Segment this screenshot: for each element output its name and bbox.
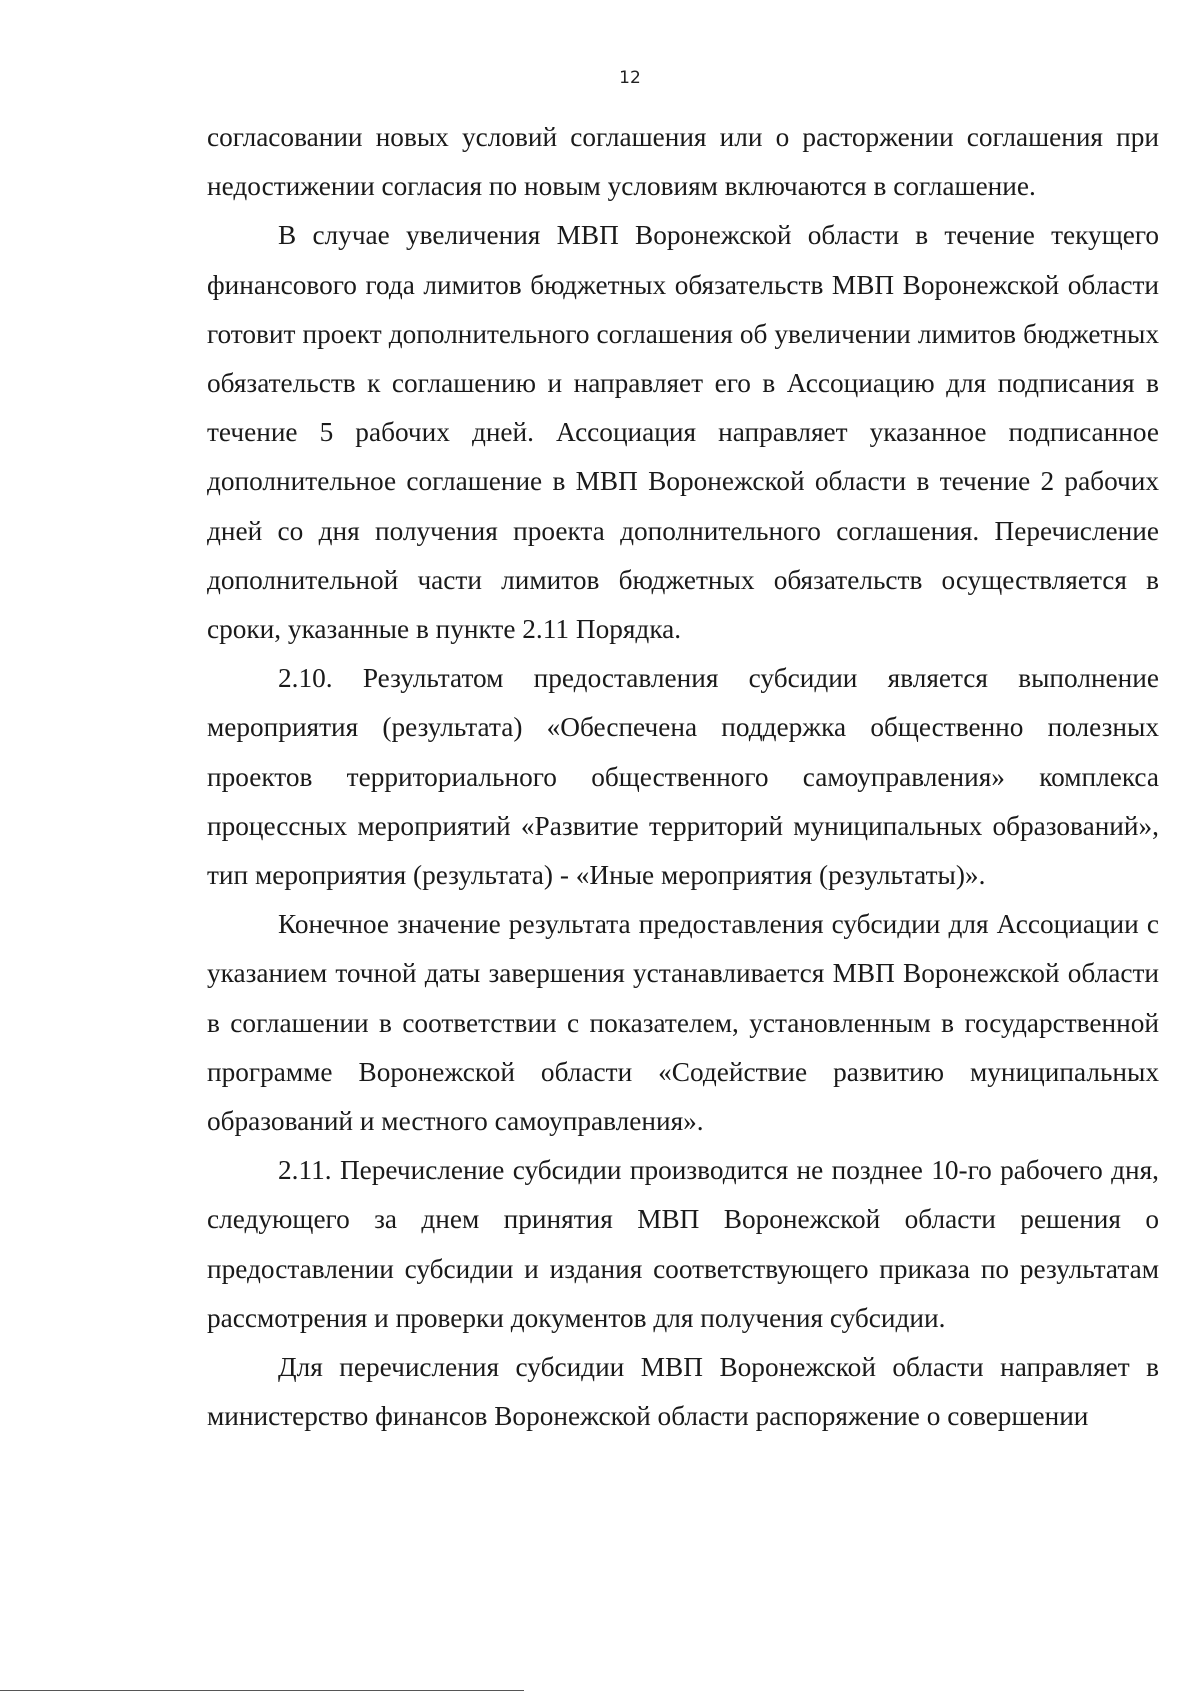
page-number: 12	[619, 68, 641, 88]
paragraph-5: 2.11. Перечисление субсидии производится не позднее 10-го рабочего дня, следующего за днем принятия МВП Воронежской области решения о предоставлении субсидии и издания соответствующего приказа по результатам рассмотрения и проверки документов для получения субсидии.	[207, 1155, 1159, 1333]
paragraph-3: 2.10. Результатом предоставления субсидии является выполнение мероприятия (результата) «Обеспечена поддержка общественно полезных проектов территориального общественного самоуправления» комплекса процессных мероприятий «Развитие территорий муниципальных образований», тип мероприятия (результата) - «Иные мероприятия (результаты)».	[207, 663, 1159, 891]
document-body	[207, 113, 1159, 1441]
paragraph-2: В случае увеличения МВП Воронежской области в течение текущего финансового года лимитов бюджетных обязательств МВП Воронежской области готовит проект дополнительного соглашения об увеличении лимитов бюджетных обязательств к соглашению и направляет его в Ассоциацию для подписания в течение 5 рабочих дней. Ассоциация направляет указанное подписанное дополнительное соглашение в МВП Воронежской области в течение 2 рабочих дней со дня получения проекта дополнительного соглашения. Перечисление дополнительной части лимитов бюджетных обязательств осуществляется в сроки, указанные в пункте 2.11 Порядка.	[207, 220, 1159, 645]
bottom-divider	[0, 1690, 524, 1691]
paragraph-4: Конечное значение результата предоставления субсидии для Ассоциации с указанием точной даты завершения устанавливается МВП Воронежской области в соглашении в соответствии с показателем, установленным в государственной программе Воронежской области «Содействие развитию муниципальных образований и местного самоуправления».	[207, 909, 1159, 1137]
paragraph-1: согласовании новых условий соглашения или о расторжении соглашения при недостижении согласия по новым условиям включаются в соглашение.	[207, 122, 1159, 202]
paragraph-6: Для перечисления субсидии МВП Воронежской области направляет в министерство финансов Воронежской области распоряжение о совершении	[207, 1352, 1159, 1432]
